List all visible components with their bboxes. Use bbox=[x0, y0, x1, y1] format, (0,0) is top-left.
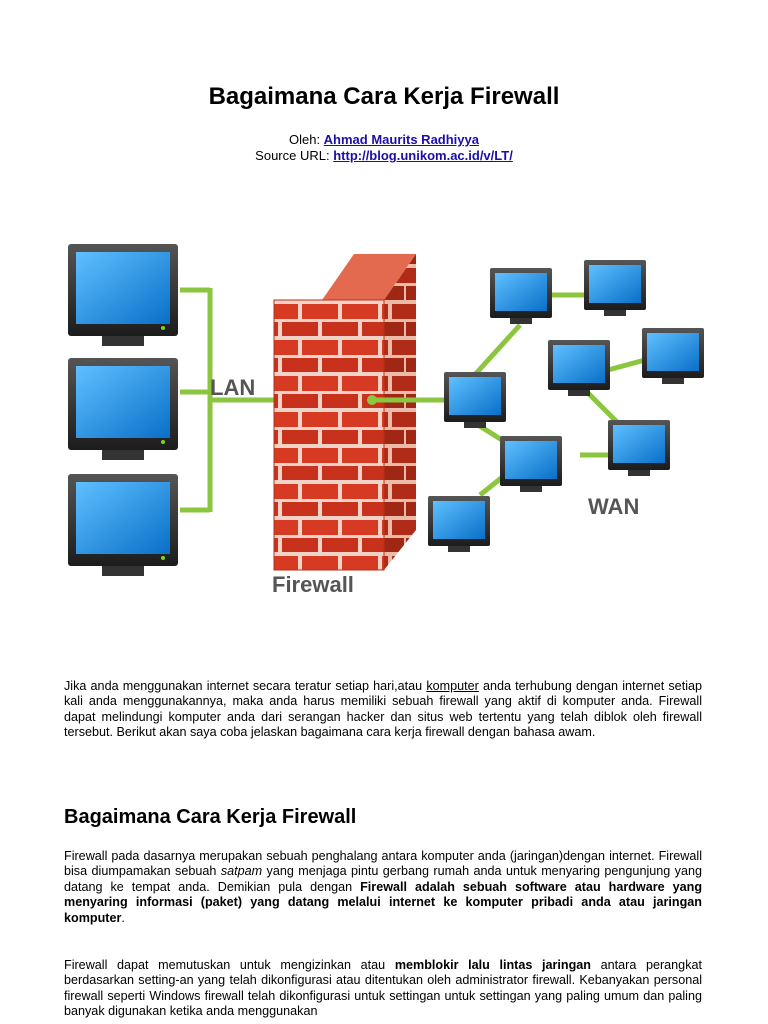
source-label: Source URL: bbox=[255, 148, 334, 163]
wan-computer bbox=[428, 496, 490, 552]
paragraph-blocking bbox=[64, 958, 702, 1020]
text-run: anda terhubung dengan internet setiap kali anda menggunakannya, maka anda harus memiliki sebuah firewall yang aktif di komputer anda. Firewall dapat melindungi komputer anda dari serangan hacker dan situs web tertentu yang telah diblok oleh firewall tersebut. Berikut akan saya coba jelaskan bagaimana cara kerja firewall dengan bahasa awam. bbox=[64, 679, 702, 740]
wan-computer bbox=[490, 268, 552, 324]
firewall-diagram bbox=[60, 230, 710, 610]
bold-term: memblokir lalu lintas jaringan bbox=[394, 958, 591, 972]
wan-computer bbox=[584, 260, 646, 316]
author-link[interactable]: Ahmad Maurits Radhiyya bbox=[323, 132, 479, 147]
text-run: antara perangkat berdasarkan setting-an yang telah dikonfigurasi atau ditentukan oleh administrator firewall. Kebanyakan personal firewall seperti Windows firewall telah dikonfigurasi untuk settingan untuk settingan yang paling umum dan paling banyak digunakan ketika anda menggunakan bbox=[64, 958, 702, 1019]
firewall-wall bbox=[274, 254, 416, 570]
text-run: yang menjaga pintu gerbang rumah anda untuk menyaring pengunjung yang datang ke tempat anda. Demikian pula dengan bbox=[64, 864, 702, 894]
lan-computer bbox=[68, 244, 178, 346]
text-run: . bbox=[121, 910, 125, 925]
lan-links bbox=[180, 288, 282, 512]
intro-paragraph bbox=[64, 679, 702, 741]
lan-label: LAN bbox=[210, 375, 256, 400]
author-line bbox=[0, 132, 768, 148]
page-title: Bagaimana Cara Kerja Firewall bbox=[208, 83, 560, 110]
italic-term: satpam bbox=[220, 864, 263, 879]
wan-computer bbox=[548, 340, 610, 396]
source-line bbox=[0, 148, 768, 164]
wan-computer bbox=[444, 372, 506, 428]
source-url-link[interactable]: http://blog.unikom.ac.id/v/LT/ bbox=[333, 148, 513, 163]
article-meta bbox=[0, 132, 768, 164]
firewall-label: Firewall bbox=[272, 572, 354, 597]
text-run: Jika anda menggunakan internet secara teratur setiap hari,atau bbox=[64, 679, 427, 693]
lan-computer bbox=[68, 474, 178, 576]
wan-computer bbox=[500, 436, 562, 492]
wan-label: WAN bbox=[588, 494, 640, 519]
section-heading: Bagaimana Cara Kerja Firewall bbox=[64, 806, 357, 828]
paragraph-definition bbox=[64, 849, 702, 926]
lan-computer bbox=[68, 358, 178, 460]
text-run: Firewall pada dasarnya merupakan sebuah penghalang antara komputer anda (jaringan)dengan internet. Firewall bisa diumpamakan sebuah bbox=[64, 849, 702, 879]
komputer-link[interactable]: komputer bbox=[426, 679, 479, 693]
author-label: Oleh: bbox=[288, 132, 324, 147]
firewall-port bbox=[367, 395, 377, 405]
wan-computer bbox=[608, 420, 670, 476]
bold-definition: Firewall adalah sebuah software atau hardware yang menyaring informasi (paket) yang datang melalui internet ke komputer pribadi anda atau jaringan komputer bbox=[64, 879, 703, 925]
text-run: Firewall dapat memutuskan untuk mengizinkan atau bbox=[64, 958, 395, 972]
wan-computer bbox=[642, 328, 704, 384]
